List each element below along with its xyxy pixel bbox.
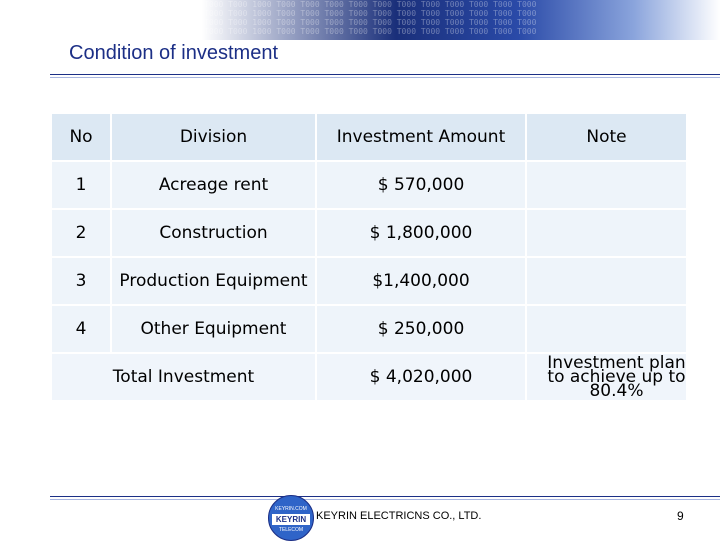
row-division: Acreage rent	[112, 162, 315, 208]
row-note	[527, 210, 686, 256]
footer-divider	[50, 496, 720, 497]
header-division: Division	[112, 114, 315, 160]
company-name: KEYRIN ELECTRICNS CO., LTD.	[316, 510, 482, 522]
row-amount: $ 1,800,000	[317, 210, 525, 256]
row-division: Other Equipment	[112, 306, 315, 352]
total-label: Total Investment	[52, 354, 315, 400]
banner-digit-pattern: T000 T000 T000 1000 T000 T000 T000 T000 T000 T000 T000 T000 T000 T000 T000 T000 T000 T000 1000 T000 T000 T000 T000 T000 T000 T000 T000 T000 T000 T000 T000 T000 T000 1000 T000 T000 T000 T000 T000 T000 T000 T000 T000 T000 T000 T000 T000 T000 1000 T000 T000 T000 T000 T000 T000 T000 T000 T000 T000 T000	[180, 0, 537, 36]
row-amount: $ 250,000	[317, 306, 525, 352]
table-row	[52, 210, 686, 256]
title-divider	[50, 74, 720, 75]
row-note	[527, 162, 686, 208]
row-no: 3	[52, 258, 110, 304]
footer-divider-light	[50, 499, 720, 500]
table-row	[52, 162, 686, 208]
header-banner	[0, 0, 720, 40]
table-header-row	[52, 114, 686, 160]
header-no: No	[52, 114, 110, 160]
row-amount: $ 570,000	[317, 162, 525, 208]
logo-main-text: KEYRIN	[272, 514, 310, 525]
slide-title: Condition of investment	[69, 42, 279, 64]
row-no: 4	[52, 306, 110, 352]
title-divider-light	[50, 77, 720, 78]
logo-top-text: KEYRIN.COM	[275, 506, 307, 512]
table-row	[52, 306, 686, 352]
total-note: Investment plan to achieve up to 80.4%	[527, 354, 686, 400]
header-note: Note	[527, 114, 686, 160]
investment-table	[50, 112, 688, 402]
total-amount: $ 4,020,000	[317, 354, 525, 400]
row-no: 2	[52, 210, 110, 256]
header-investment-amount: Investment Amount	[317, 114, 525, 160]
row-division: Construction	[112, 210, 315, 256]
total-row	[52, 354, 686, 400]
table-row	[52, 258, 686, 304]
company-logo	[268, 495, 314, 541]
row-amount: $1,400,000	[317, 258, 525, 304]
page-number: 9	[677, 509, 684, 523]
row-no: 1	[52, 162, 110, 208]
row-note	[527, 306, 686, 352]
logo-bottom-text: TELECOM	[278, 527, 304, 533]
row-note	[527, 258, 686, 304]
row-division: Production Equipment	[112, 258, 315, 304]
